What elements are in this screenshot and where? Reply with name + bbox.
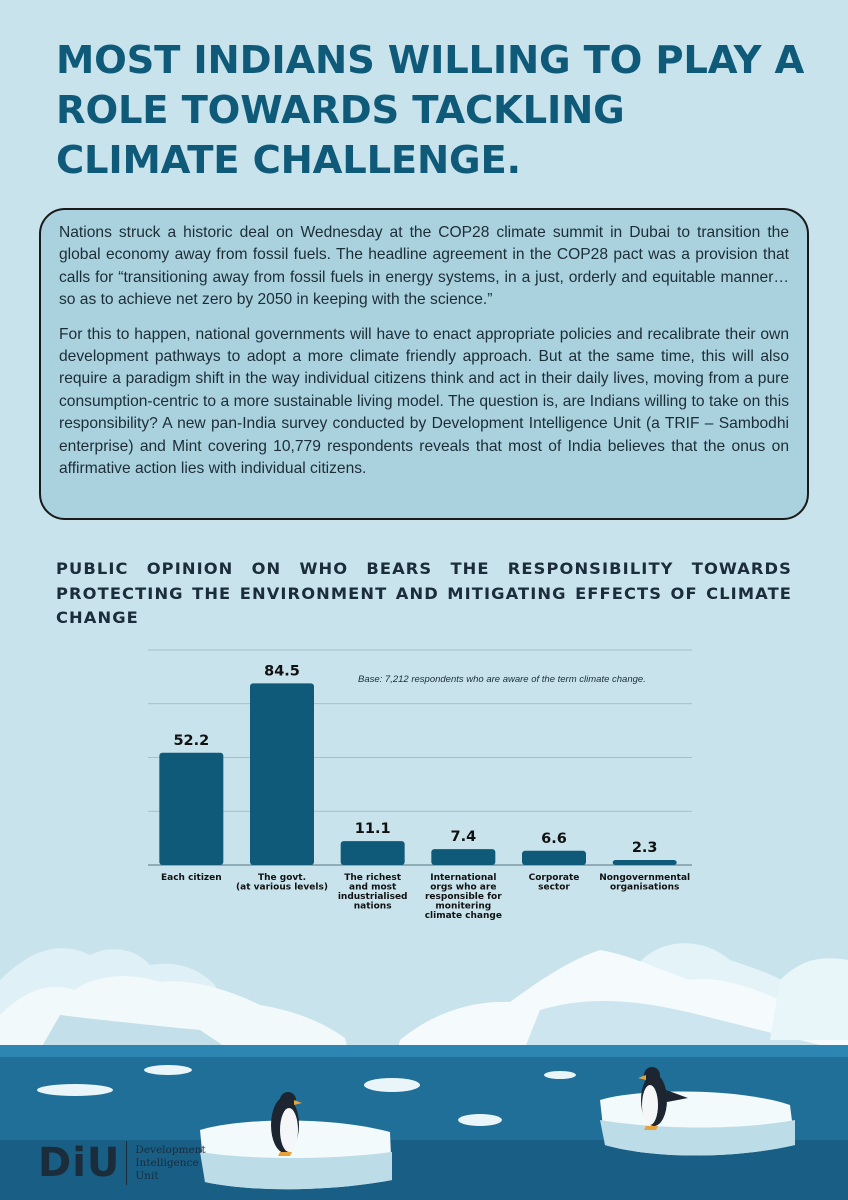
category-label: responsible for bbox=[424, 892, 502, 902]
logo-text bbox=[135, 1144, 205, 1183]
category-label: monitering bbox=[435, 901, 492, 912]
bar bbox=[431, 849, 495, 865]
intro-paragraph-1: Nations struck a historic deal on Wednesday at the COP28 climate summit in Dubai to transition the global economy away from fossil fuels. The headline agreement in the COP28 pact was a provision that calls for “transitioning away from fossil fuels in energy systems, in a just, orderly and equitable manner… so as to achieve net zero by 2050 in keeping with the science.” bbox=[59, 224, 789, 309]
bar-chart bbox=[0, 640, 848, 925]
iceberg-right-far bbox=[770, 958, 848, 1040]
page-title: MOST INDIANS WILLING TO PLAY A ROLE TOWARDS TACKLING CLIMATE CHALLENGE. bbox=[56, 38, 805, 183]
category-label: (at various levels) bbox=[236, 882, 328, 893]
bar bbox=[159, 753, 223, 865]
sea-horizon bbox=[0, 1045, 848, 1057]
intro-paragraph-2: For this to happen, national governments will have to enact appropriate policies and recalibrate their own development pathways to adopt a more climate friendly approach. But at the same time, this will also require a paradigm shift in the way individual citizens think and act in their daily lives, moving from a pure consumption-centric to a more sustainable living model. The question is, are Indians willing to take on this responsibility? A new pan-India survey conducted by Development Intelligence Unit (a TRIF – Sambodhi enterprise) and Mint covering 10,779 respondents reveals that most of India believes that the onus on affirmative action lies with individual citizens. bbox=[59, 325, 789, 478]
category-label: climate change bbox=[424, 911, 502, 921]
logo-line-3: Unit bbox=[135, 1169, 159, 1182]
floe-4 bbox=[458, 1114, 502, 1126]
category-label: orgs who are bbox=[430, 882, 497, 893]
logo-letter-i: i bbox=[72, 1140, 87, 1186]
category-label: International bbox=[430, 873, 497, 883]
bar bbox=[250, 683, 314, 865]
floe-1 bbox=[37, 1084, 113, 1096]
category-label: sector bbox=[538, 882, 570, 893]
bar-value-label: 6.6 bbox=[541, 830, 567, 847]
chart-title: PUBLIC OPINION ON WHO BEARS THE RESPONSIBILITY TOWARDS PROTECTING THE ENVIRONMENT AND MITIGATING EFFECTS OF CLIMATE CHANGE bbox=[56, 559, 792, 627]
diu-logo bbox=[38, 1140, 206, 1186]
floe-3 bbox=[364, 1078, 420, 1092]
bar bbox=[613, 860, 677, 865]
bar bbox=[341, 841, 405, 865]
category-label: The richest bbox=[344, 873, 402, 883]
floe-2 bbox=[144, 1065, 192, 1075]
category-label: Nongovernmental bbox=[599, 873, 691, 883]
chart-note: Base: 7,212 respondents who are aware of the term climate change. bbox=[358, 674, 646, 685]
category-label: industrialised bbox=[337, 892, 408, 902]
category-label: The govt. bbox=[258, 873, 306, 883]
category-label: nations bbox=[353, 901, 392, 912]
bar-value-label: 11.1 bbox=[354, 821, 391, 838]
category-label: organisations bbox=[609, 882, 680, 893]
bar-value-label: 7.4 bbox=[450, 829, 477, 846]
floe-5 bbox=[544, 1071, 576, 1079]
logo-line-2: Intelligence bbox=[135, 1156, 199, 1169]
category-label: and most bbox=[349, 882, 397, 893]
logo-line-1: Development bbox=[135, 1143, 206, 1156]
category-label: Each citizen bbox=[161, 873, 222, 883]
logo-divider bbox=[126, 1141, 127, 1185]
category-label: Corporate bbox=[528, 873, 580, 883]
logo-mark bbox=[38, 1140, 120, 1186]
bar-value-label: 52.2 bbox=[173, 732, 210, 749]
intro-box bbox=[39, 208, 809, 520]
logo-letter-u: U bbox=[86, 1140, 121, 1186]
bar-value-label: 2.3 bbox=[631, 840, 658, 857]
bar-value-label: 84.5 bbox=[264, 663, 300, 680]
bar bbox=[522, 851, 586, 865]
logo-letter-d: D bbox=[38, 1140, 73, 1186]
